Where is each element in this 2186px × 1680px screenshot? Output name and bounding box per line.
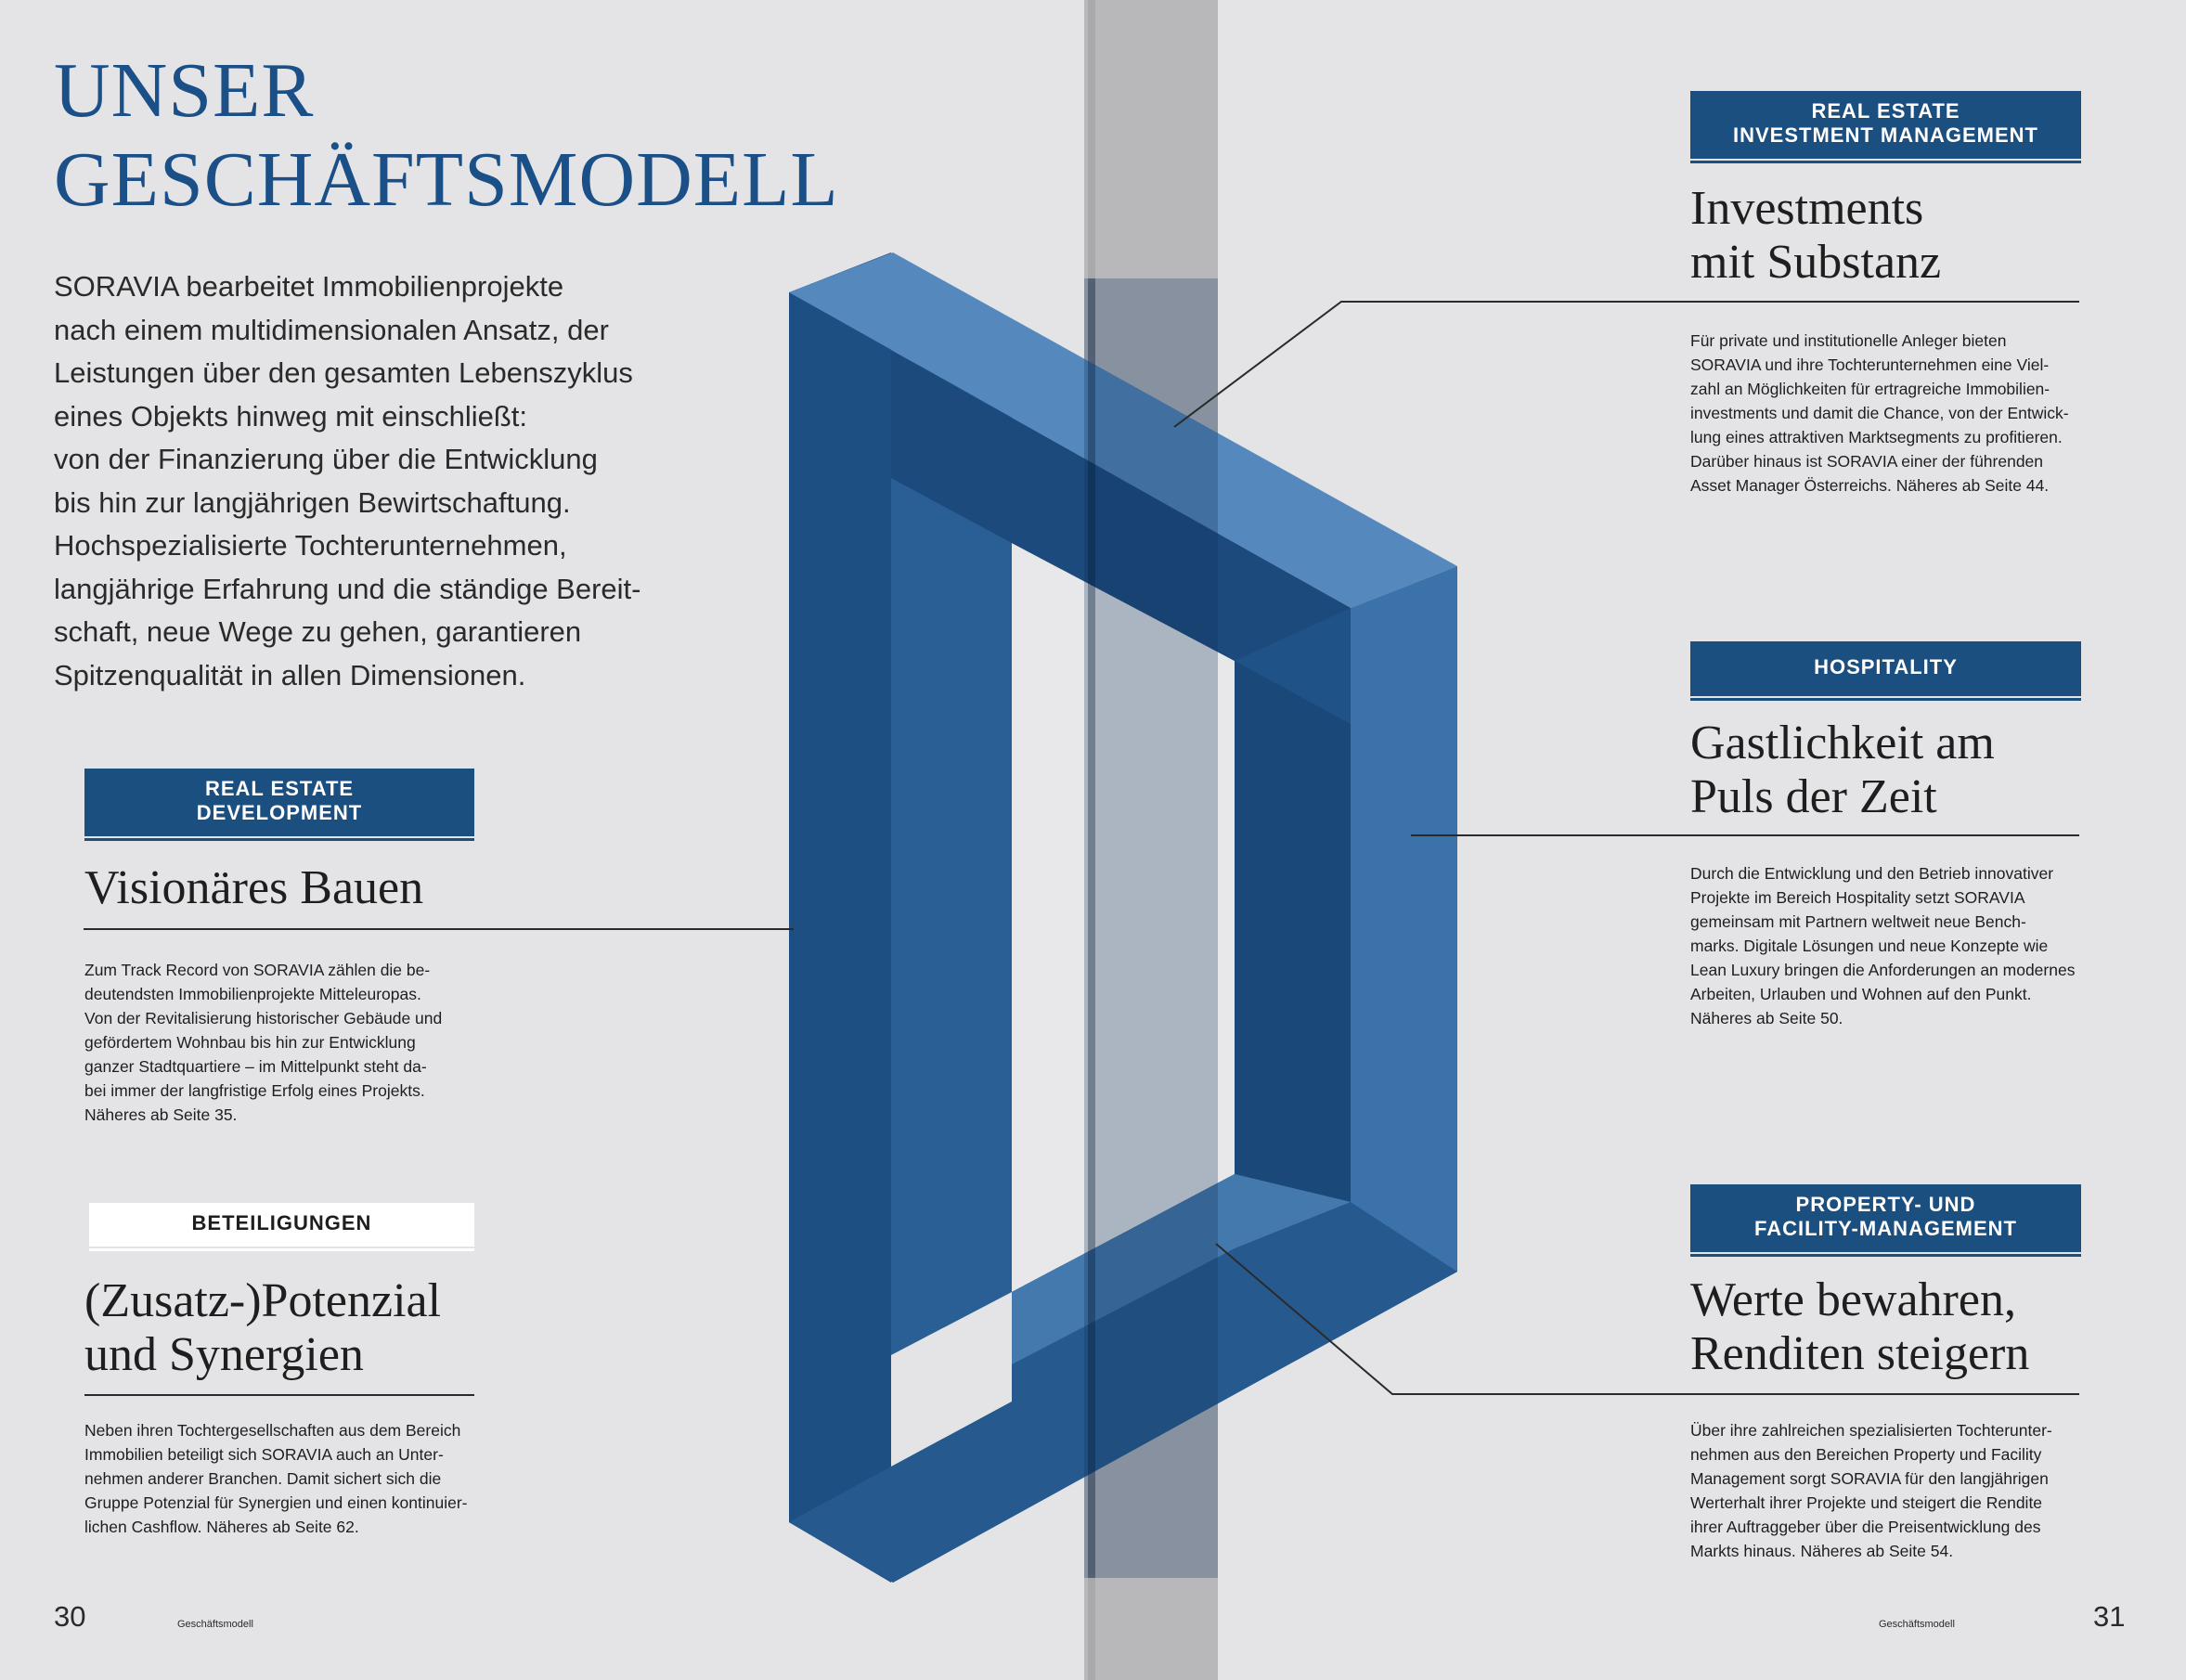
frame-right-inner	[1235, 661, 1351, 1202]
heading-line: Visionäres Bauen	[84, 861, 424, 914]
body-investment	[1690, 329, 2081, 498]
body-line: Über ihre zahlreichen spezialisierten Tochterunter-	[1690, 1421, 2052, 1440]
badge-real-estate-development	[84, 769, 474, 841]
intro-line: SORAVIA bearbeitet Immobilienprojekte	[54, 270, 564, 303]
heading-beteiligungen	[84, 1274, 441, 1382]
body-beteiligungen	[84, 1418, 474, 1539]
badge-line: BETEILIGUNGEN	[191, 1211, 372, 1234]
running-footer-right: Geschäftsmodell	[1879, 1619, 1955, 1630]
heading-property	[1690, 1273, 2029, 1381]
running-footer-left: Geschäftsmodell	[177, 1619, 253, 1630]
body-line: Näheres ab Seite 50.	[1690, 1009, 1843, 1027]
badge-investment-management	[1690, 91, 2081, 163]
body-line: Markts hinaus. Näheres ab Seite 54.	[1690, 1542, 1954, 1560]
intro-line: eines Objekts hinweg mit einschließt:	[54, 399, 528, 433]
heading-line: Renditen steigern	[1690, 1327, 2030, 1380]
badge-property-facility-management	[1690, 1184, 2081, 1257]
body-line: Durch die Entwicklung und den Betrieb innovativer	[1690, 864, 2054, 883]
page-title-line-2: GESCHÄFTSMODELL	[54, 136, 839, 223]
body-development	[84, 958, 474, 1127]
heading-line: mit Substanz	[1690, 236, 1942, 289]
intro-line: langjährige Erfahrung und die ständige Bereit-	[54, 572, 641, 605]
intro-line: schaft, neue Wege zu gehen, garantieren	[54, 615, 582, 648]
body-line: Projekte im Bereich Hospitality setzt SORAVIA	[1690, 888, 2025, 907]
badge-line: FACILITY-MANAGEMENT	[1754, 1217, 2017, 1240]
body-hospitality	[1690, 861, 2081, 1030]
badge-line: REAL ESTATE	[1811, 99, 1960, 123]
heading-hospitality	[1690, 717, 1995, 824]
heading-development	[84, 861, 423, 915]
body-line: Lean Luxury bringen die Anforderungen an modernes	[1690, 961, 2076, 979]
body-line: SORAVIA und ihre Tochterunternehmen eine Viel-	[1690, 355, 2050, 374]
heading-line: Gastlichkeit am	[1690, 717, 1995, 769]
rule-beteiligungen	[84, 1394, 474, 1396]
body-line: zahl an Möglichkeiten für ertragreiche Immobilien-	[1690, 380, 2050, 398]
body-line: Arbeiten, Urlauben und Wohnen auf den Punkt.	[1690, 985, 2032, 1003]
body-property	[1690, 1418, 2081, 1563]
intro-line: von der Finanzierung über die Entwicklung	[54, 443, 598, 475]
body-line: marks. Digitale Lösungen und neue Konzepte wie	[1690, 937, 2049, 955]
body-line: lichen Cashflow. Näheres ab Seite 62.	[84, 1518, 359, 1536]
body-line: Gruppe Potenzial für Synergien und einen kontinuier-	[84, 1493, 468, 1512]
heading-line: (Zusatz-)Potenzial	[84, 1274, 442, 1327]
heading-investment	[1690, 182, 1941, 290]
body-line: ihrer Auftraggeber über die Preisentwicklung des	[1690, 1518, 2041, 1536]
body-line: Neben ihren Tochtergesellschaften aus dem Bereich	[84, 1421, 461, 1440]
intro-line: Leistungen über den gesamten Lebenszyklus	[54, 356, 633, 389]
heading-line: Investments	[1690, 182, 1924, 235]
intro-line: Spitzenqualität in allen Dimensionen.	[54, 658, 526, 691]
body-line: deutendsten Immobilienprojekte Mitteleuropas.	[84, 985, 421, 1003]
frame-left-column	[789, 292, 891, 1583]
page-title-line-1: UNSER	[54, 47, 315, 134]
body-line: lung eines attraktiven Marktsegments zu profitieren.	[1690, 428, 2063, 446]
body-line: Management sorgt SORAVIA für den langjährigen	[1690, 1469, 2049, 1488]
badge-hospitality	[1690, 641, 2081, 701]
body-line: Zum Track Record von SORAVIA zählen die be-	[84, 961, 431, 979]
body-line: Für private und institutionelle Anleger bieten	[1690, 331, 2007, 350]
body-line: gemeinsam mit Partnern weltweit neue Bench-	[1690, 912, 2026, 931]
badge-line: PROPERTY- UND	[1795, 1193, 1976, 1216]
body-line: nehmen anderer Branchen. Damit sichert sich die	[84, 1469, 442, 1488]
body-line: nehmen aus den Bereichen Property und Facility	[1690, 1445, 2042, 1464]
body-line: Näheres ab Seite 35.	[84, 1105, 238, 1124]
body-line: ganzer Stadtquartiere – im Mittelpunkt steht da-	[84, 1057, 427, 1076]
intro-line: bis hin zur langjährigen Bewirtschaftung.	[54, 485, 571, 519]
frame-right-side	[1351, 566, 1457, 1272]
page-number-left: 30	[54, 1600, 86, 1633]
body-line: Immobilien beteiligt sich SORAVIA auch an Unter-	[84, 1445, 444, 1464]
intro-paragraph	[54, 265, 685, 697]
body-line: gefördertem Wohnbau bis hin zur Entwicklung	[84, 1033, 416, 1052]
page-number-right: 31	[2093, 1600, 2126, 1633]
badge-line: DEVELOPMENT	[196, 801, 363, 824]
heading-line: und Synergien	[84, 1328, 364, 1381]
gray-bar-overlay	[1084, 278, 1218, 1578]
intro-line: nach einem multidimensionalen Ansatz, der	[54, 313, 609, 346]
body-line: Werterhalt ihrer Projekte und steigert die Rendite	[1690, 1493, 2043, 1512]
heading-line: Puls der Zeit	[1690, 770, 1937, 823]
badge-line: REAL ESTATE	[204, 777, 355, 800]
body-line: Darüber hinaus ist SORAVIA einer der führenden	[1690, 452, 2044, 471]
body-line: bei immer der langfristige Erfolg eines Projekts.	[84, 1081, 425, 1100]
spine-overlay	[1088, 278, 1095, 1578]
badge-beteiligungen	[89, 1203, 474, 1251]
body-line: investments und damit die Chance, von der Entwick-	[1690, 404, 2069, 422]
body-line: Asset Manager Österreichs. Näheres ab Seite 44.	[1690, 476, 2050, 495]
badge-line: HOSPITALITY	[1814, 655, 1958, 678]
page-title	[54, 46, 839, 225]
intro-line: Hochspezialisierte Tochterunternehmen,	[54, 529, 567, 562]
badge-line: INVESTMENT MANAGEMENT	[1733, 123, 2038, 147]
heading-line: Werte bewahren,	[1690, 1273, 2016, 1326]
body-line: Von der Revitalisierung historischer Gebäude und	[84, 1009, 443, 1027]
